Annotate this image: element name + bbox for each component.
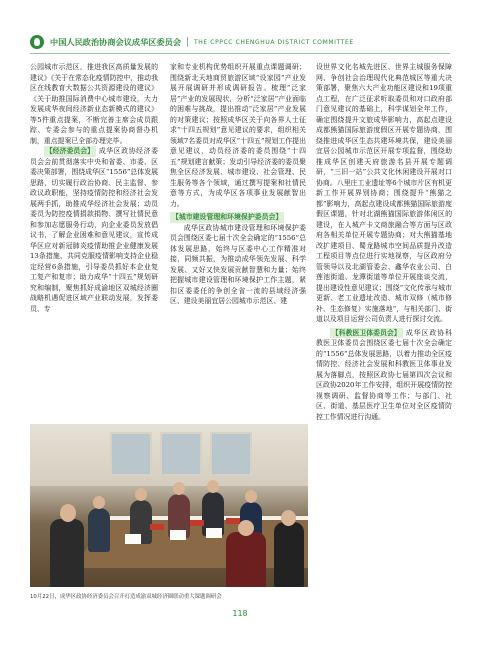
page-number: 118 xyxy=(232,609,248,618)
header-english-title: THE CPPCC CHENGHUA DISTRICT COMMITTEE xyxy=(194,38,354,46)
paragraph: 设世界文化名城先进区、世界主城服务保障网、争创社会治理现代化典范城区等重大决策部署，聚焦六大产业功能区建设和19项重点工程，在广泛征求听取委员和对口政府部门意见建议的基础上，科学谋划全年工作，确定围绕提升文旅成华影响力，高起点建设成都熊猫国际旅游度假区开展专题协商，围绕推进成华区生态共建环境共保，建设美丽宜居公园城市示范区开展专项监督，围绕助推成华区创建天府旅游名县开展专题调研，“三旧一站”公共文化休闲建设开展对口协商。八里庄工业遗址等6个城市片区有机更新工作开展界别协商；围绕提升“熊猫之都”影响力，高起点建设成都熊猫国际旅游度假区课题，针对北湖熊猫国际旅游体闲区的建设，在人城产卡文商旅融合等方面与区政府各相关单位开展专题协商；对大熊猫基地改扩建项目、蜀龙路城市空间品质提升改造工程项目等点位进行实地视察，与区政府分管领导以及北湖管委会、鑫华农业公司、白莲池街道、龙潭街道等单位开展座谈交流，提出建设性意见建议；围绕“文化传承与城市更新、老工业遗址改造、城市双修（城市修补、生态修复）实施落地”，与相关部门、街道以及项目运营公司负责人进行探讨交流。 xyxy=(316,63,452,323)
paragraph: 家和专业机构优势组织开展重点课题调研；围绕新北天地商贸旅游区域“设家园”产业发展开展调研并形成调研报告。梳理“泛家居”产业的发展现状，分析“泛家居”产业面临的困难与挑战，提出推动“泛家居”产业发展的对策建议；按照成华区关于向各界人士征求“十四五规划”意见建议的要求，组织相关领域7名委员对成华区“十四五”规划工作提出意见建议，动员经济委的委员围绕“十四五”规划建言献策；发动引导经济委的委员聚焦全区经济发展、城市建设、社会管理、民生服务等各个领域，通过撰写提案和社情民意等方式，为成华区各项事业发展献智出力。 xyxy=(170,63,306,208)
section-heading-economy: 【经济委员会】 xyxy=(45,147,95,155)
paragraph: 公园城市示范区，推进我区高质量发展的建议》《关于在常态化疫情防控中，推动我区在线教育大数据公共资源建设的建议》《关于助推国际消费中心城市建设，大力发展成华夜间经济新业态新模式的建议》等5件重点提案，不断完善主席会成员跟踪、专委会参与的重点提案协商督办机制，重点提案已全部办理完毕。 xyxy=(30,63,158,145)
column-1 xyxy=(30,62,158,408)
photo-caption: 10月22日，成华区政协经济委员会召开打造成渝双城经济圈联动重大课题调研会 xyxy=(30,594,222,600)
meeting-photo xyxy=(30,424,308,587)
paragraph xyxy=(30,146,158,314)
paragraph-body: 成华区政协科教医卫体委员会围绕区委七届十次全会确定的“1556”总体发展思路，以着力推动全区疫情防控、经济社会发展和科教医卫体事业发展为落脚点，按照区政协七届第四次会议和区政协2020年工作安排，组织开展疫情防控视察调研、监督协商等工作；与部门、社区、街道、基层医疗卫生单位对全区疫情防控工作情况进行沟通。 xyxy=(316,328,452,421)
paragraph xyxy=(316,328,452,423)
paragraph-body: 成华区政协经济委员会会前贯彻落实中央和省委、市委、区委决策部署，围绕成华区“1556”总体发展思路，切实履行政治协商、民主监督、参政议政职能，坚持疫情防控和经济社会发展两手抓，助推成华经济社会发展；动员委员为防控疫情捐款捐物、撰写社情民意和参加志愿服务行动，向企业委员发放倡议书，了解企业困难和意见建议，宣传成华区应对新冠肺炎疫情助推企业健康发展13条措施、共同克服疫情影响支持企业稳定经营6条措施，引导委员抓好本企业复工复产和复市；助力成华“十四五”规划研究和编制，聚焦抓好成渝地区双城经济圈战略机遇促进区域产业联动发展，发挥委员、专 xyxy=(30,147,158,313)
page-header xyxy=(30,34,450,50)
header-rule xyxy=(30,53,450,54)
header-title: 中国人民政治协商会议成华区委员会 xyxy=(50,36,182,47)
paragraph: 成华区政协城市建设管理和环境保护委员会围绕区委七届十次全会确定的“1556”总体发展思路，始终与区委中心工作精准对接，同频共振，为推动成华领先发展、科学发展、又好又快发展贡献智慧和力量；始终把握城市建设管理和环境保护工作主题，紧扣区委委任的争创全省一流的县域经济强区、建设美丽宜居公园城市示范区、建 xyxy=(170,223,306,305)
cppcc-logo-icon xyxy=(30,35,44,49)
section-heading-science-health: 【科教医卫体委员会】 xyxy=(331,328,401,337)
column-3 xyxy=(316,62,452,626)
section-heading-urban: 【城市建设管理和环境保护委员会】 xyxy=(172,213,283,221)
header-divider xyxy=(187,37,188,47)
